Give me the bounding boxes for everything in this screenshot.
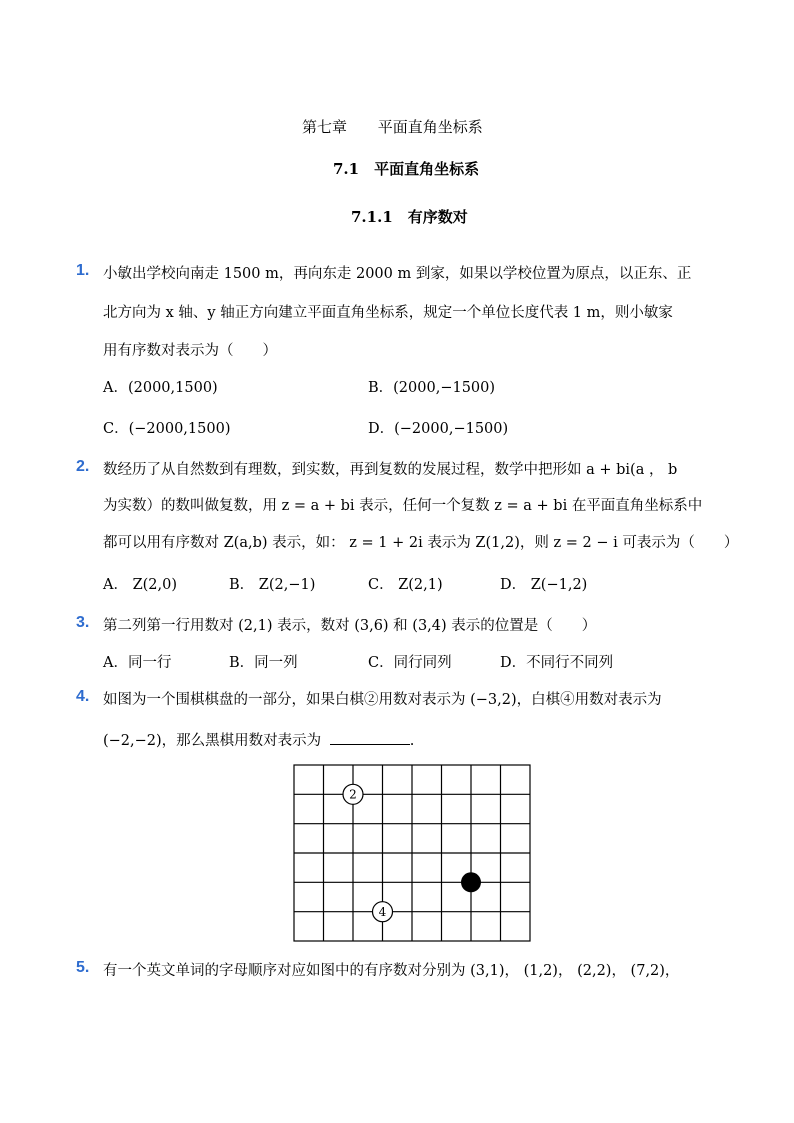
q4-line1: 如图为一个围棋棋盘的一部分，如果白棋②用数对表示为 (−3,2)，白棋④用数对表示为	[103, 692, 662, 708]
chapter-title: 平面直角坐标系	[377, 118, 483, 136]
q2-option-a[interactable]: A． Z(2,0)	[103, 577, 178, 593]
q1-number: 1.	[76, 262, 90, 279]
q3-option-a[interactable]: A．同一行	[103, 655, 172, 671]
q4-answer-blank[interactable]	[330, 730, 410, 745]
q1-option-c[interactable]: C．(−2000,1500)	[103, 421, 231, 437]
q4-line2-text: (−2,−2)，那么黑棋用数对表示为	[103, 733, 322, 749]
q1-line1: 小敏出学校向南走 1500 m，再向东走 2000 m 到家，如果以学校位置为原点，以正东、正	[103, 266, 692, 282]
q2-number: 2.	[76, 458, 90, 475]
subsection-heading: 7.1.1 有序数对	[351, 208, 468, 226]
q1-line3: 用有序数对表示为（ ）	[103, 343, 277, 359]
q4-line2	[103, 729, 414, 750]
q1-option-a[interactable]: A．(2000,1500)	[103, 380, 218, 396]
q2-option-d[interactable]: D． Z(−1,2)	[500, 577, 588, 593]
q3-option-b[interactable]: B．同一列	[229, 655, 298, 671]
black-stone	[461, 872, 481, 892]
q4-line2-period: .	[409, 733, 415, 749]
white-stone-4	[373, 902, 393, 922]
q1-line2: 北方向为 x 轴、y 轴正方向建立平面直角坐标系，规定一个单位长度代表 1 m，则小敏家	[103, 305, 673, 321]
q2-option-c[interactable]: C． Z(2,1)	[368, 577, 443, 593]
chapter-number: 第七章	[302, 118, 348, 136]
q2-line3: 都可以用有序数对 Z(a,b) 表示，如： z = 1 + 2i 表示为 Z(1,2)，则 z = 2 − i 可表示为（ ）	[103, 535, 739, 551]
white-stone-2	[343, 784, 363, 804]
go-board-grid	[294, 765, 530, 941]
white-stone-4-label: 4	[378, 904, 387, 919]
q2-option-b[interactable]: B． Z(2,−1)	[229, 577, 316, 593]
go-board-figure	[292, 763, 532, 943]
q1-option-d[interactable]: D．(−2000,−1500)	[368, 421, 509, 437]
q2-line2: 为实数）的数叫做复数，用 z = a + bi 表示，任何一个复数 z = a + bi 在平面直角坐标系中	[103, 498, 703, 514]
q1-option-b[interactable]: B．(2000,−1500)	[368, 380, 496, 396]
q3-option-d[interactable]: D．不同行不同列	[500, 655, 614, 671]
chapter-heading	[302, 116, 483, 137]
q3-number: 3.	[76, 614, 90, 631]
q3-line1: 第二列第一行用数对 (2,1) 表示，数对 (3,6) 和 (3,4) 表示的位置是（ ）	[103, 618, 597, 634]
q5-line1: 有一个英文单词的字母顺序对应如图中的有序数对分别为 (3,1)， (1,2)， (2,2)， (7,2)，	[103, 963, 680, 979]
white-stone-2-label: 2	[349, 787, 357, 802]
q2-line1: 数经历了从自然数到有理数，到实数，再到复数的发展过程，数学中把形如 a + bi(a ， b	[103, 462, 678, 478]
q4-number: 4.	[76, 688, 90, 705]
q5-number: 5.	[76, 959, 90, 976]
section-heading: 7.1 平面直角坐标系	[333, 160, 480, 178]
q3-option-c[interactable]: C．同行同列	[368, 655, 452, 671]
